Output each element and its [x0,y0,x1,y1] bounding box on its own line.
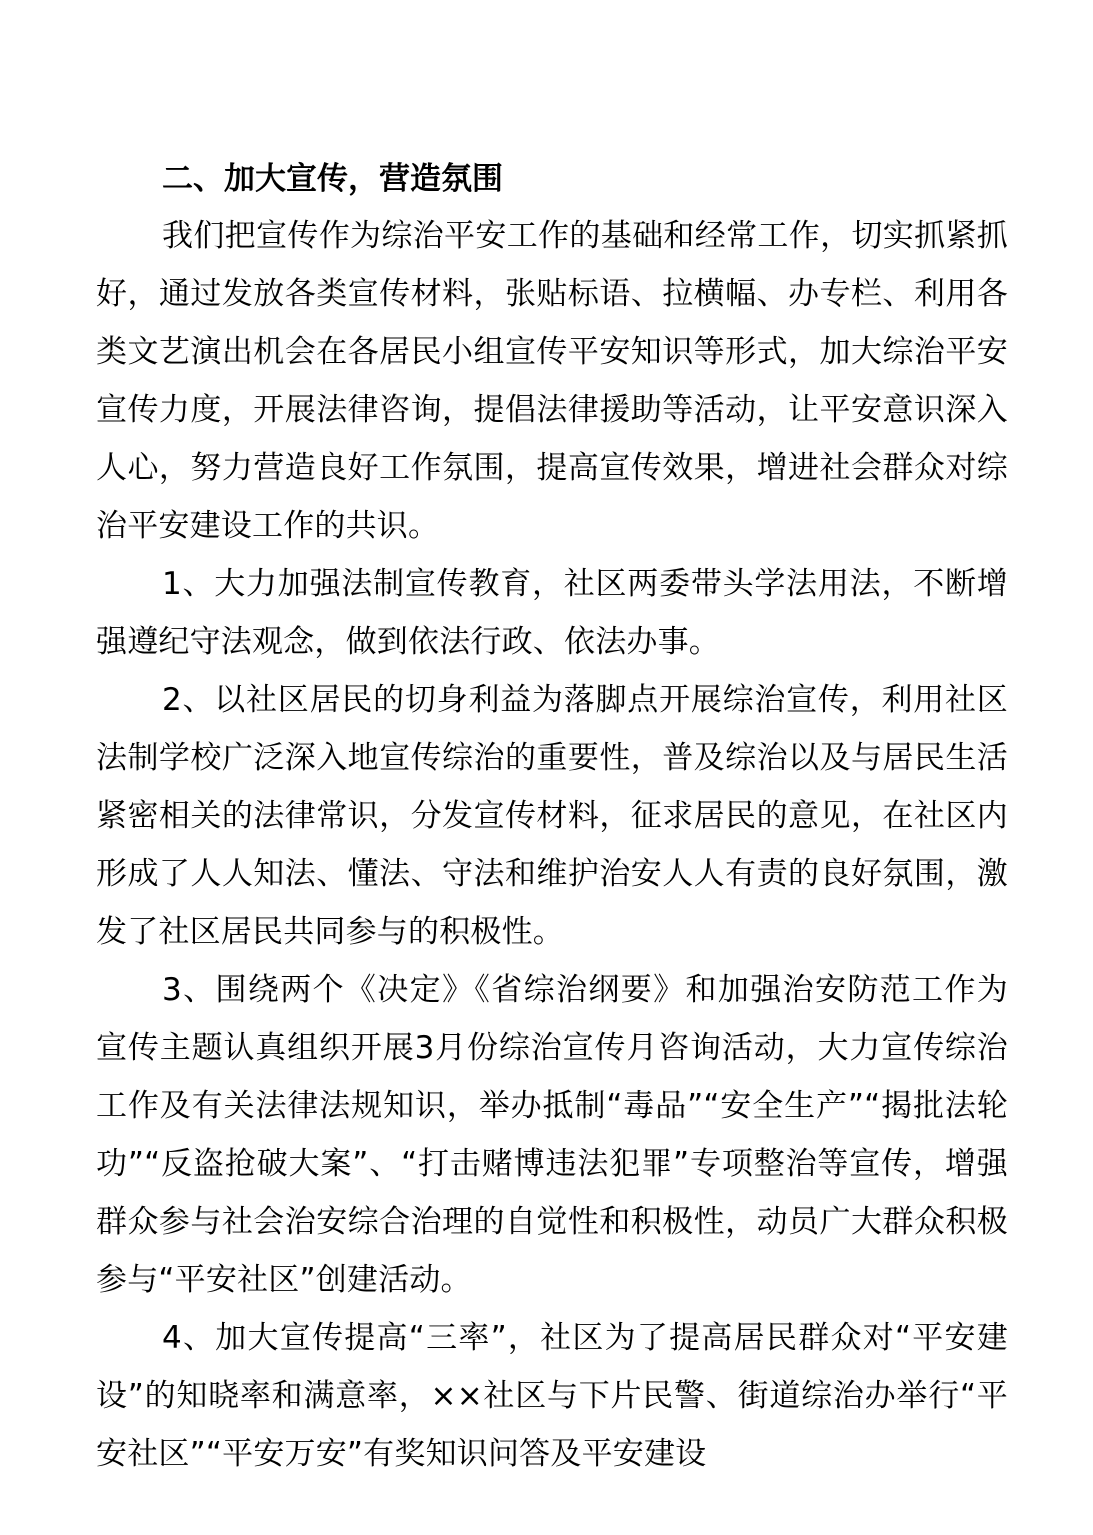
document-body [96,154,1008,1483]
paragraph-item-1: 1、大力加强法制宣传教育，社区两委带头学法用法，不断增强遵纪守法观念，做到依法行政、依法办事。 [96,566,1008,660]
section-heading: 二、加大宣传，营造氛围 [162,161,503,197]
paragraph-item-3: 3、围绕两个《决定》《省综治纲要》和加强治安防范工作为宣传主题认真组织开展3月份综治宣传月咨询活动，大力宣传综治工作及有关法律法规知识，举办抵制“毒品”“安全生产”“揭批法轮功”“反盗抢破大案”、“打击赌博违法犯罪”专项整治等宣传，增强群众参与社会治安综合治理的自觉性和积极性，动员广大群众积极参与“平安社区”创建活动。 [96,972,1008,1298]
paragraph-item-4: 4、加大宣传提高“三率”，社区为了提高居民群众对“平安建设”的知晓率和满意率，××社区与下片民警、街道综治办举行“平安社区”“平安万安”有奖知识问答及平安建设 [96,1320,1008,1472]
paragraph-intro: 我们把宣传作为综治平安工作的基础和经常工作，切实抓紧抓好，通过发放各类宣传材料，张贴标语、拉横幅、办专栏、利用各类文艺演出机会在各居民小组宣传平安知识等形式，加大综治平安宣传力度，开展法律咨询，提倡法律援助等活动，让平安意识深入人心，努力营造良好工作氛围，提高宣传效果，增进社会群众对综治平安建设工作的共识。 [96,218,1008,544]
paragraph-item-2: 2、以社区居民的切身利益为落脚点开展综治宣传，利用社区法制学校广泛深入地宣传综治的重要性，普及综治以及与居民生活紧密相关的法律常识，分发宣传材料，征求居民的意见，在社区内形成了人人知法、懂法、守法和维护治安人人有责的良好氛围，激发了社区居民共同参与的积极性。 [96,682,1008,950]
